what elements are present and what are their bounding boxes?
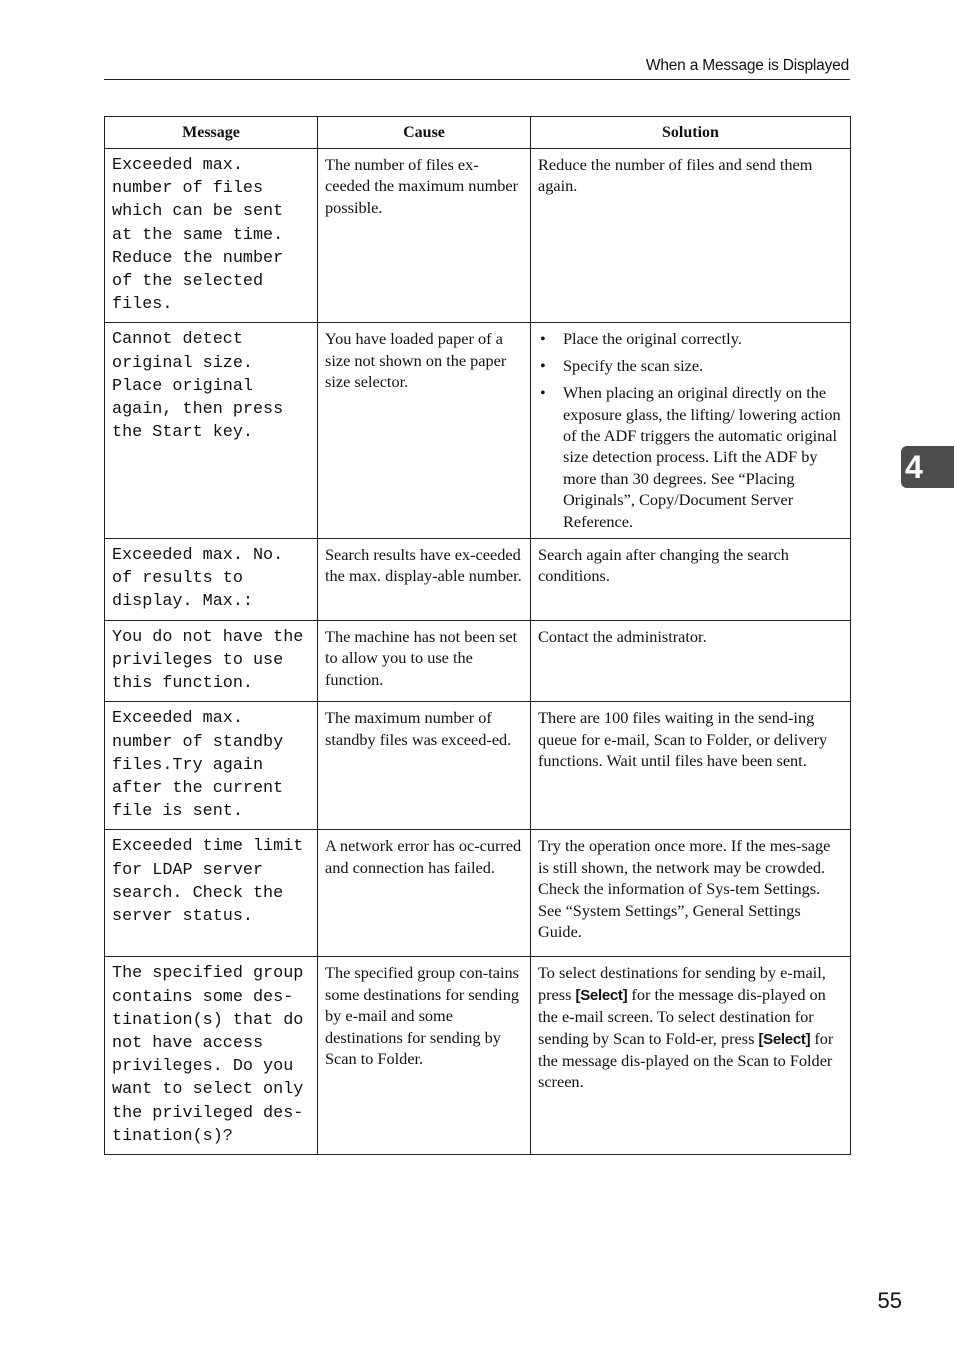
solution-bullet: • When placing an original directly on the exposure glass, the lifting/ lowering action of the ADF triggers the automatic original size detection process. Lift the ADF by more than 30 degrees. See “Placing Originals”, Copy/Document Server Reference. — [538, 382, 843, 532]
cause-cell: The machine has not been set to allow you to use the function. — [318, 620, 531, 702]
message-cell: You do not have the privileges to use this function. — [105, 620, 318, 702]
table-row — [105, 702, 851, 830]
table-row — [105, 620, 851, 702]
table-row — [105, 830, 851, 957]
message-cell: Exceeded max. number of files which can be sent at the same time. Reduce the number of the selected files. — [105, 149, 318, 323]
message-cell: The specified group contains some des-tination(s) that do not have access privileges. Do you want to select only the privileged des-tination(s)? — [105, 957, 318, 1155]
message-table — [104, 116, 851, 1155]
column-header-message: Message — [105, 117, 318, 149]
table-row — [105, 957, 851, 1155]
solution-text: for the message dis-played on the e-mail screen. To select destination for sending by Scan to Fold-er, press — [538, 984, 826, 1048]
table-row — [105, 539, 851, 621]
message-cell: Exceeded time limit for LDAP server search. Check the server status. — [105, 830, 318, 957]
solution-text: for the message dis-played on the Scan to Folder screen. — [538, 1028, 834, 1092]
message-cell: Exceeded max. No. of results to display. Max.: — [105, 539, 318, 621]
cause-cell: You have loaded paper of a size not shown on the paper size selector. — [318, 323, 531, 539]
table-header-row — [105, 117, 851, 149]
cause-cell: The maximum number of standby files was exceed-ed. — [318, 702, 531, 830]
solution-cell: Search again after changing the search conditions. — [531, 539, 851, 621]
solution-cell: Try the operation once more. If the mes-sage is still shown, the network may be crowded. Check the information of Sys-tem Settings. See “System Settings”, General Settings Guide. — [531, 830, 851, 957]
chapter-tab: 4 — [901, 446, 954, 488]
cause-cell: A network error has oc-curred and connection has failed. — [318, 830, 531, 957]
column-header-cause: Cause — [318, 117, 531, 149]
solution-bullet: • Specify the scan size. — [538, 355, 843, 376]
select-key-label: [Select] — [575, 986, 628, 1004]
column-header-solution: Solution — [531, 117, 851, 149]
page-number: 55 — [877, 1288, 902, 1313]
solution-bullet-list — [538, 328, 843, 532]
solution-text: To select destinations for sending by e-mail, press — [538, 963, 826, 1004]
solution-cell: Reduce the number of files and send them again. — [531, 149, 851, 323]
solution-cell: Contact the administrator. — [531, 620, 851, 702]
cause-cell: The specified group con-tains some destinations for sending by e-mail and some destinations for sending by Scan to Folder. — [318, 957, 531, 1155]
solution-cell — [531, 957, 851, 1155]
solution-bullet: • Place the original correctly. — [538, 328, 843, 349]
message-cell: Cannot detect original size. Place original again, then press the Start key. — [105, 323, 318, 539]
select-key-label: [Select] — [758, 1030, 811, 1048]
cause-cell: Search results have ex-ceeded the max. display-able number. — [318, 539, 531, 621]
table-row — [105, 149, 851, 323]
cause-cell: The number of files ex-ceeded the maximum number possible. — [318, 149, 531, 323]
table-row — [105, 323, 851, 539]
solution-cell — [531, 323, 851, 539]
header-divider — [104, 79, 850, 80]
running-header-title: When a Message is Displayed — [645, 57, 849, 74]
solution-cell: There are 100 files waiting in the send-ing queue for e-mail, Scan to Folder, or delivery functions. Wait until files have been sent. — [531, 702, 851, 830]
message-cell: Exceeded max. number of standby files.Try again after the current file is sent. — [105, 702, 318, 830]
